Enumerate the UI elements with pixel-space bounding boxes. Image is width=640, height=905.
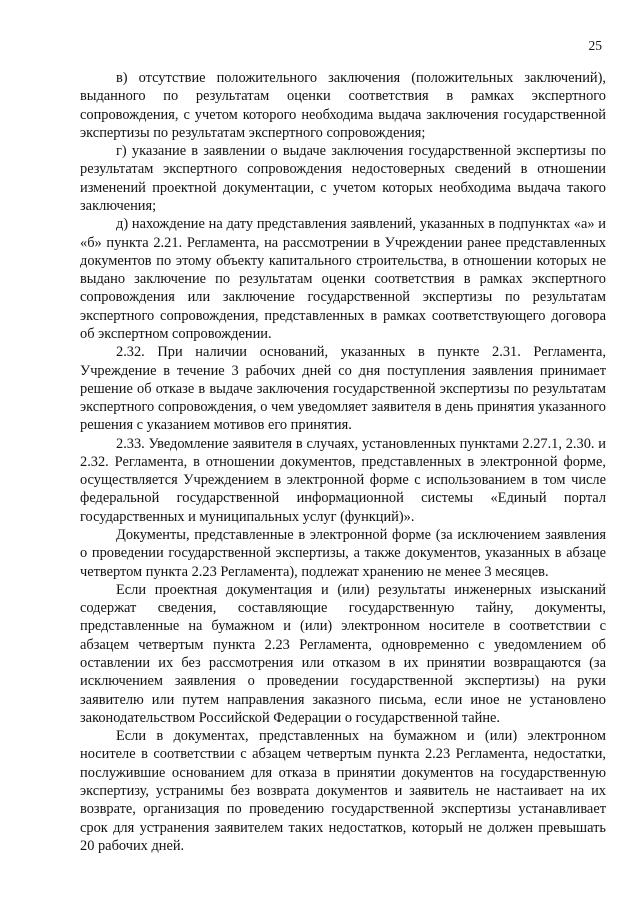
paragraph-state-secret: Если проектная документация и (или) результаты инженерных изысканий содержат сведения, составляющие государственную тайну, документы, представленные на бумажном и (или) электронном носителе в соответствии с абзацем четвертым пункта 2.23 Регламента, одновременно с уведомлением об оставлении их без рассмотрения или отказом в их принятии возвращаются (за исключением заявления о проведении государственной экспертизы) на руки заявителю или путем направления заказного письма, если иное не установлено законодательством Российской Федерации о государственной тайне. <box>80 581 606 726</box>
paragraph-subitem-v: в) отсутствие положительного заключения (положительных заключений), выданного по результатам оценки соответствия в рамках экспертного сопровождения, с учетом которого необходима выдача заключения государственной экспертизы по результатам экспертного сопровождения; <box>80 70 606 141</box>
paragraph-2-33: 2.33. Уведомление заявителя в случаях, установленных пунктами 2.27.1, 2.30. и 2.32. Регламента, в отношении документов, представленных в электронной форме, осуществляется Учреждением в электронной форме с использованием в том числе федеральной государственной информационной системы «Единый портал государственных и муниципальных услуг (функций)». <box>80 435 606 525</box>
paragraph-2-32: 2.32. При наличии оснований, указанных в пункте 2.31. Регламента, Учреждение в течение 3 рабочих дней со дня поступления заявления принимает решение об отказе в выдаче заключения государственной экспертизы по результатам экспертного сопровождения, о чем уведомляет заявителя в день принятия указанного решения с указанием мотивов его принятия. <box>80 344 606 434</box>
paragraph-deficiencies: Если в документах, представленных на бумажном и (или) электронном носителе в соответствии с абзацем четвертым пункта 2.23 Регламента, недостатки, послужившие основанием для отказа в принятии документов на государственную экспертизу, устранимы без возврата документов и заявитель не настаивает на их возврате, организация по проведению государственной экспертизы устанавливает срок для устранения заявителем таких недостатков, который не должен превышать 20 рабочих дней. <box>80 728 606 854</box>
paragraph-subitem-d: д) нахождение на дату представления заявлений, указанных в подпунктах «а» и «б» пункта 2.21. Регламента, на рассмотрении в Учреждении ранее представленных документов по этому объекту капитального строительства, в отношении которых не выдано заключение по результатам оценки соответствия в рамках экспертного сопровождения или заключение государственной экспертизы по результатам экспертного сопровождения, представленных в рамках соответствующего договора об экспертном сопровождении. <box>80 216 606 342</box>
document-body <box>80 69 606 855</box>
paragraph-electronic-storage: Документы, представленные в электронной форме (за исключением заявления о проведении государственной экспертизы, а также документов, указанных в абзаце четвертом пункта 2.23 Регламента), подлежат хранению не менее 3 месяцев. <box>80 527 606 580</box>
paragraph-subitem-g: г) указание в заявлении о выдаче заключения государственной экспертизы по результатам экспертного сопровождения недостоверных сведений в отношении изменений проектной документации, с учетом которых необходима выдача такого заключения; <box>80 143 606 214</box>
page-number: 25 <box>588 38 602 53</box>
